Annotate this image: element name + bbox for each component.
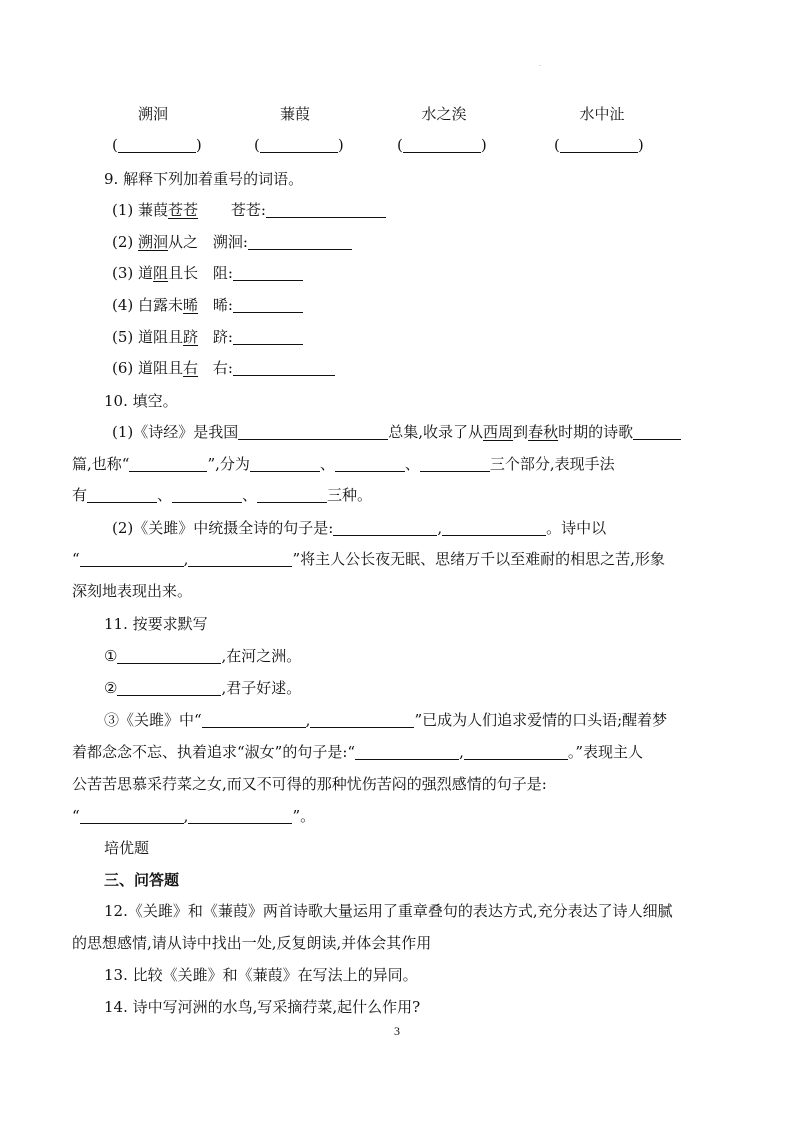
vocab-answer-1[interactable]: ( ) [112,136,202,154]
vocab-answer-row [0,134,794,156]
q10-p2-line2: “ , ”将主人公长夜无眠、思绪万千以至难耐的相思之苦,形象 [72,550,665,568]
vocab-word-2: 蒹葭 [279,105,310,123]
q14: 14. 诗中写河洲的水鸟,写采摘荇菜,起什么作用? [104,998,421,1016]
answer-blank[interactable] [188,807,292,824]
answer-blank[interactable] [442,519,546,536]
answer-blank[interactable] [560,136,638,153]
answer-blank[interactable] [202,711,306,728]
answer-blank[interactable] [633,423,681,440]
vocab-words-row [0,103,794,125]
vocab-answer-3[interactable]: ( ) [397,136,487,154]
vocab-word-3: 水之涘 [421,105,467,123]
answer-blank[interactable] [257,486,327,503]
q11-item-3-line1: ③《关雎》中“ , ”已成为人们追求爱情的口头语;醒着梦 [104,711,668,729]
answer-blank[interactable] [403,136,481,153]
q11-item-3-line2: 着都念念不忘、执着追求“淑女”的句子是:“ , 。”表现主人 [72,743,644,761]
q9-item-2: (2) 溯洄从之 溯洄: [112,231,352,253]
answer-blank[interactable] [117,647,221,664]
q10-p1-line2: 篇,也称“ ”,分为 、 、 三个部分,表现手法 [72,455,615,473]
q10-p1-line1: (1)《诗经》是我国 总集,收录了从西周到春秋时期的诗歌 [112,421,681,443]
q9-item-6: (6) 道阻且右 右: [112,357,335,379]
q9-item-1: (1) 蒹葭苍苍 苍苍: [112,199,386,221]
vocab-word-1: 溯洄 [137,105,168,123]
answer-blank[interactable] [248,233,352,250]
answer-blank[interactable] [129,455,207,472]
answer-blank[interactable] [250,455,320,472]
q9-item-3: (3) 道阻且长 阻: [112,262,303,284]
answer-blank[interactable] [118,136,196,153]
answer-blank[interactable] [233,328,303,345]
emphasized-word: 溯洄 [138,233,169,251]
answer-blank[interactable] [238,423,388,440]
q10-p2-line3: 深刻地表现出来。 [72,582,193,600]
q11-item-2: ② ,君子好逑。 [104,679,302,697]
answer-blank[interactable] [87,486,157,503]
section-3-heading: 三、问答题 [104,871,180,889]
q9-item-5: (5) 道阻且跻 跻: [112,326,303,348]
answer-blank[interactable] [335,455,405,472]
q11-item-3-line4: “ , ”。 [72,807,316,825]
emphasized-word: 跻 [183,328,199,346]
emphasized-word: 右 [183,359,199,377]
vocab-word-4: 水中沚 [579,105,625,123]
emphasized-word: 苍苍 [168,201,199,219]
emphasized-word: 阻 [153,264,169,282]
answer-blank[interactable] [310,711,414,728]
answer-blank[interactable] [266,201,386,218]
vocab-answer-4[interactable]: ( ) [554,136,644,154]
answer-blank[interactable] [188,550,292,567]
peiyou-label: 培优题 [104,839,150,857]
answer-blank[interactable] [80,550,184,567]
q10-title: 10. 填空。 [104,392,178,410]
q10-p1-line3: 有 、 、 三种。 [72,486,373,504]
q9-title: 9. 解释下列加着重号的词语。 [104,170,304,188]
answer-blank[interactable] [260,136,338,153]
q12-line1: 12.《关雎》和《蒹葭》两首诗歌大量运用了重章叠句的表达方式,充分表达了诗人细腻 [104,902,673,920]
answer-blank[interactable] [333,519,437,536]
q9-item-4: (4) 白露未晞 晞: [112,294,303,316]
answer-blank[interactable] [355,743,459,760]
answer-blank[interactable] [117,679,221,696]
q11-item-1: ① ,在河之洲。 [104,647,302,665]
answer-blank[interactable] [420,455,490,472]
q10-p2-line1: (2)《关雎》中统摄全诗的句子是: , 。诗中以 [112,519,607,537]
q12-line2: 的思想感情,请从诗中找出一处,反复朗读,并体会其作用 [72,934,432,952]
answer-blank[interactable] [172,486,242,503]
answer-blank[interactable] [233,359,335,376]
answer-blank[interactable] [233,296,303,313]
vocab-answer-2[interactable]: ( ) [254,136,344,154]
answer-blank[interactable] [464,743,568,760]
q13: 13. 比较《关雎》和《蒹葭》在写法上的异同。 [104,966,418,984]
page-number: 3 [394,1024,400,1038]
top-mark: · [539,63,541,70]
answer-blank[interactable] [233,264,303,281]
q11-title: 11. 按要求默写 [104,615,208,633]
answer-blank[interactable] [80,807,184,824]
emphasized-word: 晞 [183,296,199,314]
q11-item-3-line3: 公苦苦思慕采荇菜之女,而又不可得的那种忧伤苦闷的强烈感情的句子是: [72,775,547,793]
